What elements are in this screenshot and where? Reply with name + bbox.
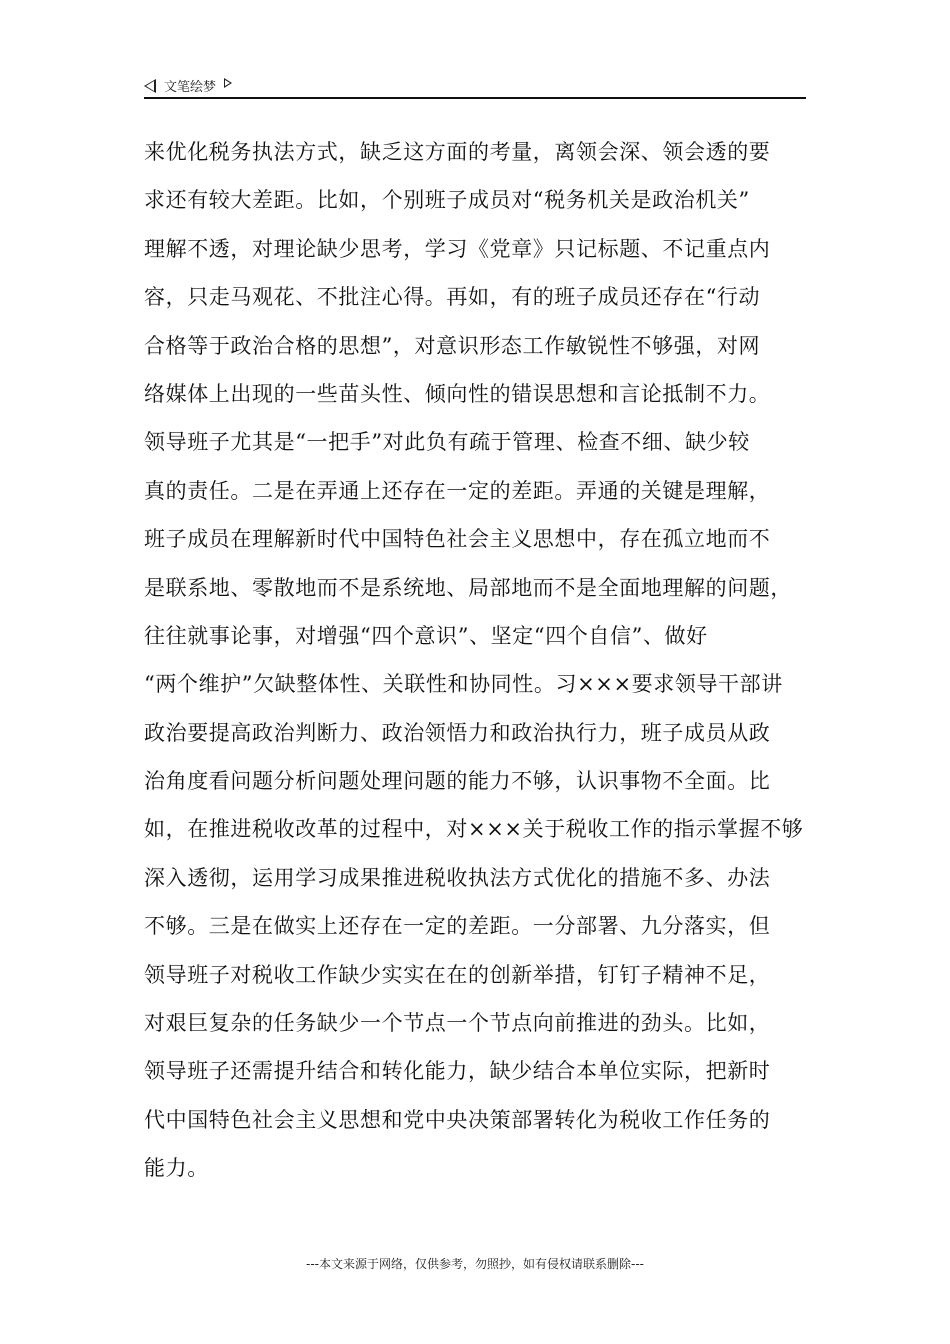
text-line: 领导班子对税收工作缺少实实在在的创新举措，钉钉子精神不足， [144, 962, 771, 987]
text-line: 往往就事论事，对增强“四个意识”、坚定“四个自信”、做好 [144, 623, 708, 648]
body-text [144, 128, 808, 1193]
text-line: 对艰巨复杂的任务缺少一个节点一个节点向前推进的劲头。比如， [144, 1011, 771, 1036]
text-line: 络媒体上出现的一些苗头性、倾向性的错误思想和言论抵制不力。 [144, 381, 771, 406]
text-line: 容，只走马观花、不批注心得。再如，有的班子成员还存在“行动 [144, 285, 761, 310]
text-line: 领导班子尤其是“一把手”对此负有疏于管理、检查不细、缺少较 [144, 430, 750, 455]
text-line: 不够。三是在做实上还存在一定的差距。一分部署、九分落实，但 [144, 914, 771, 939]
brand-name: 文笔绘梦 [164, 80, 217, 95]
footer-disclaimer: ---本文来源于网络，仅供参考，勿照抄，如有侵权请联系删除--- [306, 1257, 644, 1271]
text-line: 代中国特色社会主义思想和党中央决策部署转化为税收工作任务的 [144, 1107, 771, 1132]
triangle-left-icon [144, 79, 156, 93]
text-line: 求还有较大差距。比如，个别班子成员对“税务机关是政治机关” [144, 188, 750, 213]
text-line: 真的责任。二是在弄通上还存在一定的差距。弄通的关键是理解， [144, 478, 771, 503]
header-brand-group [144, 76, 232, 95]
text-line: 合格等于政治合格的思想”，对意识形态工作敏锐性不够强，对网 [144, 333, 761, 358]
header-divider [144, 97, 806, 99]
text-line: 班子成员在理解新时代中国特色社会主义思想中，存在孤立地而不 [144, 527, 771, 552]
page-header [144, 72, 806, 98]
text-line: 来优化税务执法方式，缺乏这方面的考量，离领会深、领会透的要 [144, 140, 771, 164]
text-line: 治角度看问题分析问题处理问题的能力不够，认识事物不全面。比 [144, 769, 771, 794]
text-line: 如，在推进税收改革的过程中，对×××关于税收工作的指示掌握不够 [144, 817, 804, 842]
text-line: 深入透彻，运用学习成果推进税收执法方式优化的措施不多、办法 [144, 865, 771, 890]
text-line: 理解不透，对理论缺少思考，学习《党章》只记标题、不记重点内 [144, 236, 771, 261]
text-line: 能力。 [144, 1156, 209, 1181]
text-line: 是联系地、零散地而不是系统地、局部地而不是全面地理解的问题， [144, 575, 792, 600]
text-line: 政治要提高政治判断力、政治领悟力和政治执行力，班子成员从政 [144, 720, 771, 745]
text-line: 领导班子还需提升结合和转化能力，缺少结合本单位实际，把新时 [144, 1059, 771, 1084]
triangle-right-icon [224, 78, 232, 88]
text-line: “两个维护”欠缺整体性、关联性和协同性。习×××要求领导干部讲 [144, 672, 783, 697]
